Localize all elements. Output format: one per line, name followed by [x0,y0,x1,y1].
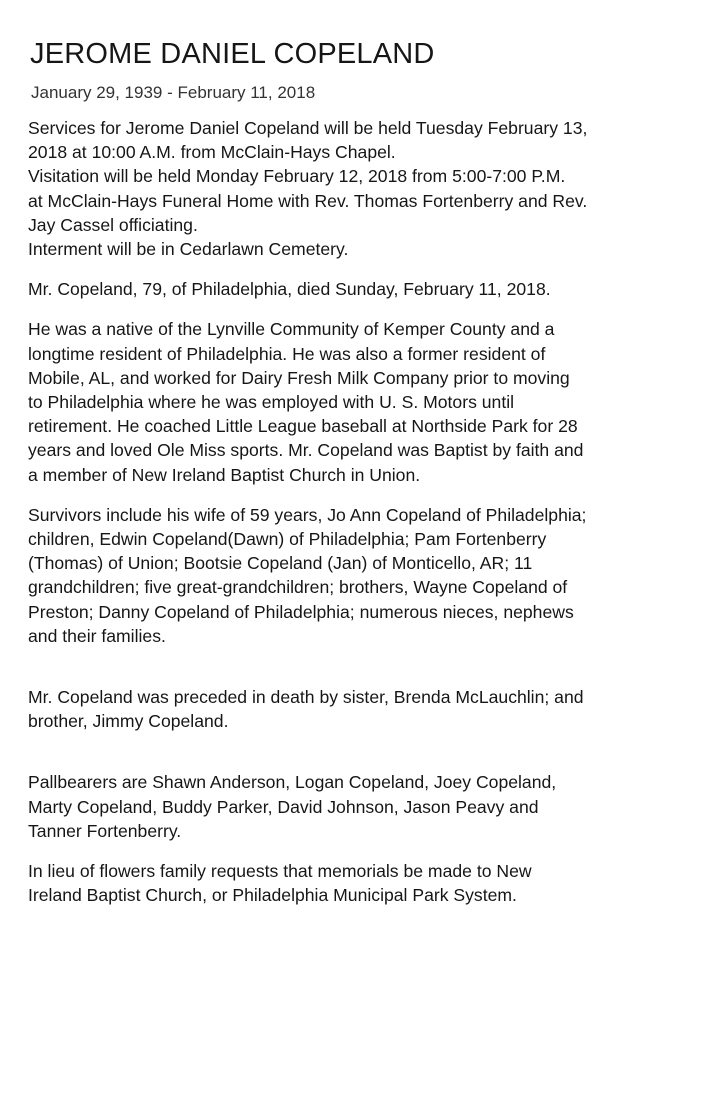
text-line: Mr. Copeland, 79, of Philadelphia, died Sunday, February 11, 2018. [28,279,551,300]
text-line: Visitation will be held Monday February 12, 2018 from 5:00-7:00 P.M. [28,166,566,187]
text-line: (Thomas) of Union; Bootsie Copeland (Jan) of Monticello, AR; 11 [28,553,533,574]
text-line: Pallbearers are Shawn Anderson, Logan Copeland, Joey Copeland, [28,772,557,793]
text-line: grandchildren; five great-grandchildren; brothers, Wayne Copeland of [28,577,568,598]
text-line: Mobile, AL, and worked for Dairy Fresh Milk Company prior to moving [28,367,570,388]
life-dates: January 29, 1939 - February 11, 2018 [31,83,316,102]
text-line: He was a native of the Lynville Community of Kemper County and a [28,319,555,340]
text-line: Mr. Copeland was preceded in death by sister, Brenda McLauchlin; and [28,687,584,708]
text-line: brother, Jimmy Copeland. [28,711,229,732]
text-line: a member of New Ireland Baptist Church in Union. [28,464,421,485]
text-line: years and loved Ole Miss sports. Mr. Copeland was Baptist by faith and [28,440,584,461]
survivors-paragraph [28,503,696,648]
text-line: Tanner Fortenberry. [28,820,182,841]
text-line: 2018 at 10:00 A.M. from McClain-Hays Chapel. [28,142,396,163]
text-line: at McClain-Hays Funeral Home with Rev. Thomas Fortenberry and Rev. [28,190,588,211]
text-line: Jay Cassel officiating. [28,214,198,235]
services-paragraph [28,116,696,261]
text-line: children, Edwin Copeland(Dawn) of Philadelphia; Pam Fortenberry [28,529,547,550]
text-line: to Philadelphia where he was employed with U. S. Motors until [28,392,515,413]
preceded-paragraph [28,685,696,733]
text-line: Interment will be in Cedarlawn Cemetery. [28,239,349,260]
text-line: Services for Jerome Daniel Copeland will be held Tuesday February 13, [28,118,588,138]
text-line: Survivors include his wife of 59 years, Jo Ann Copeland of Philadelphia; [28,504,587,525]
text-line: In lieu of flowers family requests that memorials be made to New [28,861,532,882]
text-line: Ireland Baptist Church, or Philadelphia Municipal Park System. [28,885,517,906]
text-line: longtime resident of Philadelphia. He was also a former resident of [28,343,546,364]
biography-paragraph [28,317,696,486]
memorials-paragraph [28,859,696,907]
obituary-name: JEROME DANIEL COPELAND [30,38,435,70]
text-line: Marty Copeland, Buddy Parker, David Johnson, Jason Peavy and [28,796,539,817]
death-notice-paragraph [28,277,696,301]
pallbearers-paragraph [28,770,696,843]
text-line: retirement. He coached Little League baseball at Northside Park for 28 [28,416,578,437]
text-line: and their families. [28,625,166,646]
text-line: Preston; Danny Copeland of Philadelphia; numerous nieces, nephews [28,601,574,622]
